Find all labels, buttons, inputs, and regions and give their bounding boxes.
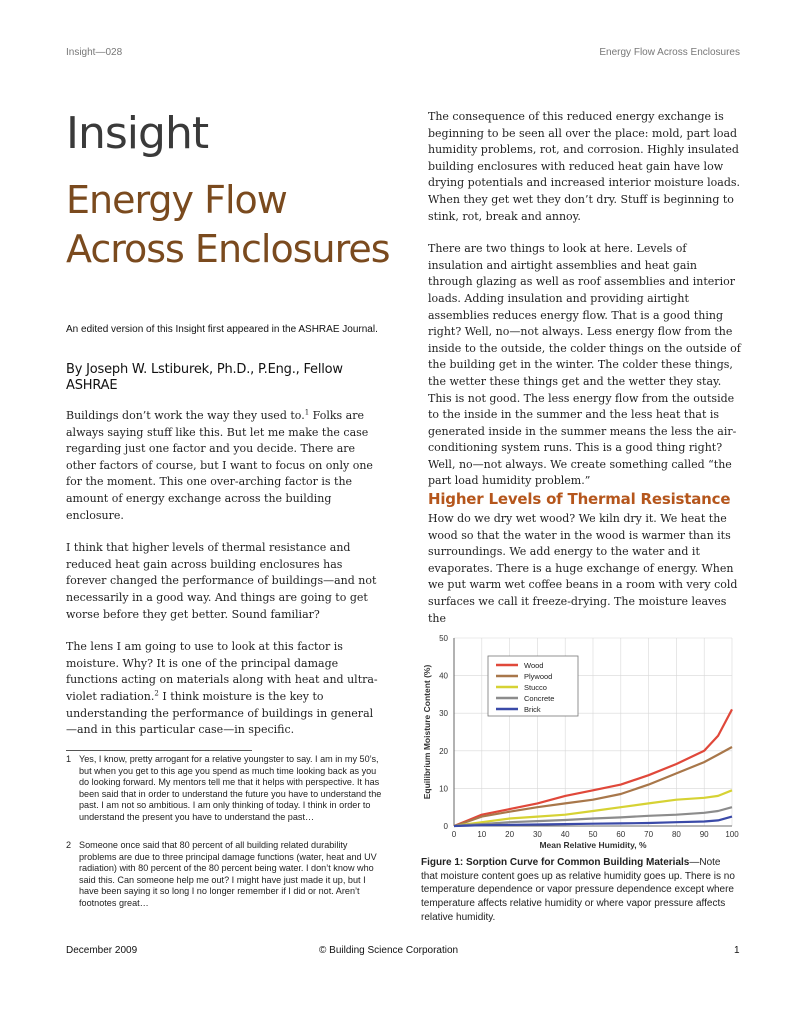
footnote-1-number: 1 [66, 754, 72, 764]
footnote-ref-2[interactable]: 2 [154, 689, 159, 698]
footnote-1-text: Yes, I know, pretty arrogant for a relative youngster to say. I am in my 50’s, but when you get to this age you spend as much time looking back as you do looking forward. My mentors tell me that it helps with perspective. It has been said that in order to understand the future you have to understand the past. I am not so ambitious. I am only thinking of today. I think in order to understand the present you have to understand the past… [79, 754, 382, 822]
x-tick-label: 20 [505, 830, 515, 839]
footnote-2 [66, 840, 384, 910]
y-tick-label: 30 [439, 709, 448, 719]
y-tick-label: 20 [439, 746, 448, 756]
x-tick-label: 80 [671, 830, 681, 839]
y-tick-label: 10 [439, 784, 448, 794]
legend-label: Stucco [524, 683, 547, 692]
publication-note: An edited version of this Insight first appeared in the ASHRAE Journal. [66, 324, 378, 335]
legend-label: Brick [524, 705, 541, 714]
right-column [428, 109, 744, 506]
paragraph-3 [66, 639, 384, 739]
sorption-curve-chart [418, 630, 744, 852]
x-tick-label: 10 [477, 830, 487, 839]
x-tick-label: 100 [725, 830, 739, 839]
footer-date: December 2009 [66, 945, 138, 956]
legend-label: Wood [524, 661, 544, 670]
legend-label: Plywood [524, 672, 553, 681]
paragraph-2: I think that higher levels of thermal resistance and reduced heat gain across building enclosures has forever changed the performance of buildings—and not necessarily in a good way. And things are going to get worse before they get better. Sound familiar? [66, 541, 377, 621]
footnote-ref-1[interactable]: 1 [304, 408, 310, 417]
x-tick-label: 50 [588, 830, 598, 839]
y-axis-label: Equilibrium Moisture Content (%) [422, 664, 432, 800]
article-title: Energy Flow Across Enclosures [66, 178, 390, 271]
footnote-divider [66, 750, 252, 751]
running-header-left: Insight—028 [66, 47, 123, 58]
x-tick-label: 30 [532, 830, 542, 839]
author-line: By Joseph W. Lstiburek, Ph.D., P.Eng., Fellow ASHRAE [66, 362, 343, 393]
paragraph-4: The consequence of this reduced energy exchange is beginning to be seen all over the place: mold, part load humidity problems, rot, and corrosion. Highly insulated building enclosures with reduced heat gain have low drying potentials and increased interior moisture loads. When they get wet they don’t dry. Stuff is beginning to stink, rot, break and annoy. [428, 110, 741, 223]
y-tick-label: 50 [439, 634, 448, 643]
figure-caption [421, 856, 737, 925]
figure-caption-title: Figure 1: Sorption Curve for Common Building Materials [421, 857, 690, 868]
y-tick-label: 0 [443, 822, 448, 831]
paragraph-6: How do we dry wet wood? We kiln dry it. We heat the wood so that the water in the wood is warmer than its surroundings. We add energy to the water and it evaporates. There is a huge exchange of energy. When we put warm wet coffee beans in a room with very cold surfaces we call it freeze-drying. The moisture leaves the [428, 512, 738, 625]
x-tick-label: 0 [451, 830, 457, 839]
section-heading: Higher Levels of Thermal Resistance [428, 490, 731, 508]
x-tick-label: 90 [699, 830, 709, 839]
footnote-2-text: Someone once said that 80 percent of all building related durability problems are due to three principal damage functions (water, heat and UV radiation) with 80 percent of the 80 percent being water. I don’t know who said this. Can someone help me out? I might have just made it up, but I have been saying it so long I no longer remember if I did or not. Aren’t footnotes great… [79, 840, 377, 908]
chart-axes [422, 634, 739, 850]
left-column [66, 408, 384, 755]
footnote-1 [66, 754, 384, 824]
chart-legend [488, 656, 578, 716]
paragraph-3-text-a: The lens I am going to use to look at this factor is moisture. Why? It is one of the principal damage functions acting on materials along with heat and ultra-violet radiation. [66, 640, 378, 703]
paragraph-5: There are two things to look at here. Levels of insulation and airtight assemblies and heat gain through glazing as well as roof assemblies and interior loads. Adding insulation and providing airtight assemblies reduces energy flow. That is a good thing right? Well, no—not always. Less energy flow from the inside to the outside, the colder things on the outside of the building get in the winter. The colder these things, the wetter these things get and the wetter they stay. This is not good. The less energy flow from the outside to the inside in the summer and the less heat that is generated inside in the summer means the less the air-conditioning system runs. This is a good thing right? Well, no—not always. We create something called “the part load humidity problem.” [428, 242, 741, 488]
x-tick-label: 70 [644, 830, 654, 839]
paragraph-3-text-b: I think moisture is the key to understanding the performance of buildings in general—and in this particular case—in specific. [66, 689, 374, 737]
y-tick-label: 40 [439, 671, 448, 681]
footnote-2-number: 2 [66, 840, 72, 850]
x-tick-label: 60 [616, 830, 626, 839]
running-header-right: Energy Flow Across Enclosures [599, 47, 740, 58]
page-number: 1 [734, 945, 740, 956]
paragraph-1-text-a: Buildings don’t work the way they used to. [66, 409, 305, 422]
paragraph-1-text-b: Folks are always saying stuff like this. But let me make the case regarding just one factor and you decide. There are other factors of course, but I want to focus on only one for the moment. This one over-arching factor is the amount of energy exchange across the building enclosure. [66, 409, 373, 522]
x-tick-label: 40 [560, 830, 570, 839]
series-title: Insight [66, 108, 209, 159]
paragraph-1 [66, 408, 384, 524]
footer-copyright: © Building Science Corporation [319, 945, 459, 956]
x-axis-label: Mean Relative Humidity, % [539, 840, 647, 850]
legend-label: Concrete [524, 694, 555, 703]
figure-caption-text: —Note that moisture content goes up as relative humidity goes up. There is no temperature dependence or vapor pressure dependence except where temperature affects relative humidity or where vapor pressure affects relative humidity. [421, 857, 735, 923]
